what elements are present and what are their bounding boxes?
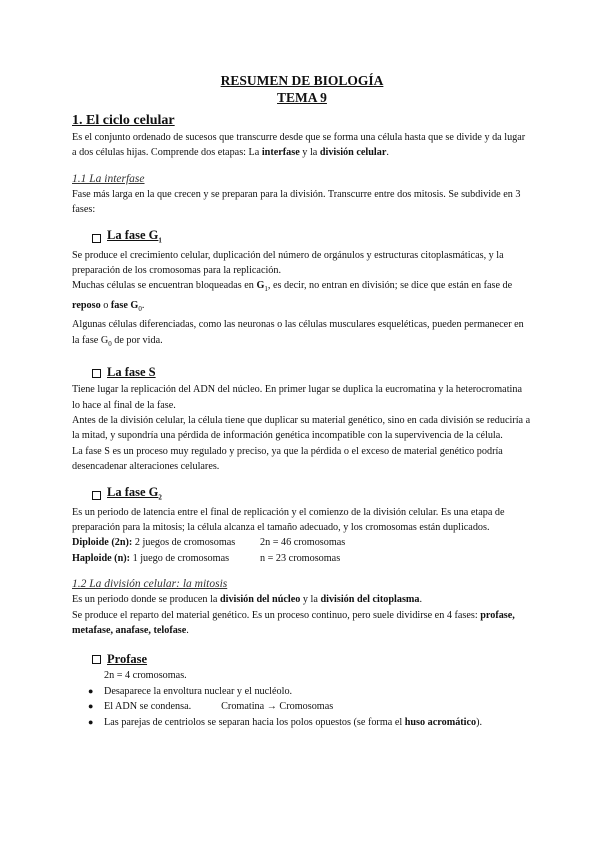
interfase-text: Fase más larga en la que crecen y se preparan para la división. Transcurre entre dos mitosis. Se subdivide en 3 fases:	[72, 188, 521, 216]
profase-bullet-2: ● El ADN se condensa. Cromatina → Cromosomas	[88, 699, 532, 714]
diploide-definition: Diploide (2n): 2 juegos de cromosomas	[72, 537, 236, 549]
phase-g2-heading	[92, 487, 532, 505]
profase-count: 2n = 4 cromosomas.	[104, 670, 187, 682]
document-title: RESUMEN DE BIOLOGÍA	[220, 73, 384, 88]
phase-g1-title: La fase $G_1$	[107, 228, 162, 245]
phase-g2-title: La fase $G_2$	[107, 485, 162, 502]
phase-g1-heading	[92, 230, 532, 248]
bullet-icon: ●	[88, 701, 94, 712]
haploide-definition: Haploide (n): 1 juego de cromosomas	[72, 552, 230, 564]
mitosis-paragraph-1: Es un periodo donde se producen la división del núcleo y la división del citoplasma.	[72, 594, 423, 606]
subsection-heading-mitosis: 1.2 La división celular: la mitosis	[72, 578, 228, 591]
diploide-value: 2n = 46 cromosomas	[260, 537, 346, 549]
g2-paragraph-1: Es un periodo de latencia entre el final de replicación y el comienzo de la división celular. Es una etapa de preparación para la mitosis; la célula alcanza el tamaño adecuado, y los cromosomas están duplicados.	[72, 506, 505, 533]
g1-paragraph-3: Algunas células diferenciadas, como las neuronas o las células musculares esqueléticas, pueden permanecer en la fase $G_0$ de por vida.	[72, 319, 524, 348]
profase-heading	[92, 650, 532, 668]
diploide-row	[72, 535, 532, 550]
checkbox-icon	[92, 655, 101, 664]
checkbox-icon	[92, 491, 101, 500]
s-paragraph-1: Tiene lugar la replicación del ADN del núcleo. En primer lugar se duplica la eucromatina y la heterocromatina lo hace al final de la fase.	[72, 384, 522, 411]
document-subtitle: TEMA 9	[277, 90, 327, 105]
profase-bullet-1: ● Desaparece la envoltura nuclear y el nucléolo.	[88, 684, 532, 699]
section-heading-ciclo-celular: 1. El ciclo celular	[72, 113, 175, 128]
profase-title: Profase	[107, 651, 148, 666]
phase-s-title: La fase S	[107, 365, 156, 380]
subsection-heading-interfase: 1.1 La interfase	[72, 172, 145, 185]
checkbox-icon	[92, 369, 101, 378]
s-paragraph-3: La fase S es un proceso muy regulado y preciso, ya que la pérdida o el exceso de material genético podría desencadenar alteraciones celulares.	[72, 445, 503, 473]
g1-paragraph-1: Se produce el crecimiento celular, duplicación del número de orgánulos y estructuras citoplasmáticas, y la preparación de los cromosomas para la replicación.	[72, 249, 504, 277]
phase-s-heading	[92, 364, 532, 382]
checkbox-icon	[92, 234, 101, 243]
document-page	[72, 72, 532, 730]
profase-bullet-3: ● Las parejas de centriolos se separan hacia los polos opuestos (se forma el huso acromático).	[88, 715, 532, 730]
s-paragraph-2: Antes de la división celular, la célula tiene que duplicar su material genético, sino en cada división se reduciría a la mitad, y supondría una pérdida de información genética incompatible con la supervivencia de la célula.	[72, 414, 531, 442]
bullet-icon: ●	[88, 685, 94, 696]
haploide-row	[72, 551, 532, 566]
ciclo-celular-intro: Es el conjunto ordenado de sucesos que transcurre desde que se forma una célula hasta que se divide y da lugar a dos células hijas. Comprende dos etapas: La interfase y la división celular.	[72, 132, 526, 159]
g1-paragraph-2: Muchas células se encuentran bloqueadas en $G_1$, es decir, no entran en división; se dice que están en fase de reposo o fase $G_0$.	[72, 280, 513, 313]
bullet-icon: ●	[88, 716, 94, 727]
haploide-value: n = 23 cromosomas	[260, 552, 341, 564]
mitosis-paragraph-2: Se produce el reparto del material genético. Es un proceso continuo, pero suele dividirse en 4 fases: profase, metafase, anafase, telofase.	[72, 609, 515, 637]
